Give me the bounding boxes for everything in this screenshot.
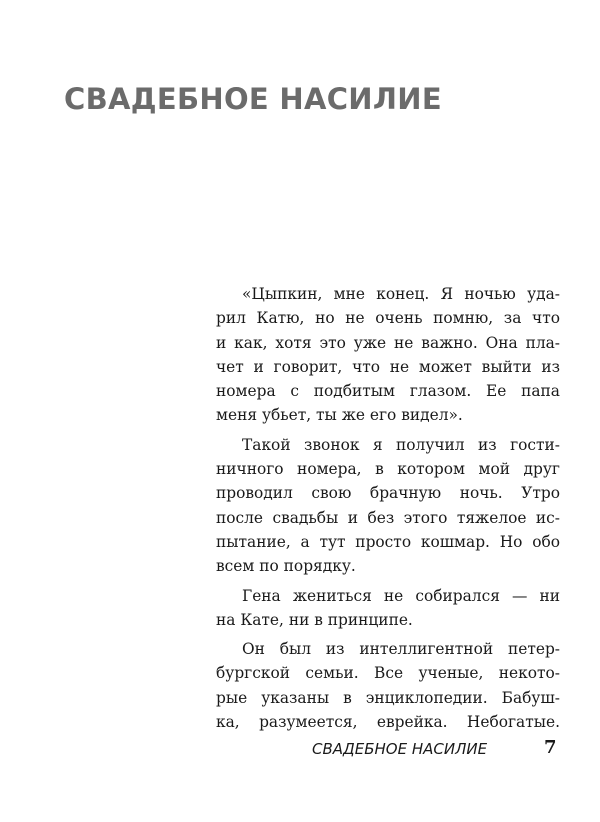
text-line: ничного номера, в котором мой друг xyxy=(216,460,560,479)
running-title: СВАДЕБНОЕ НАСИЛИЕ xyxy=(312,740,488,758)
text-line: рил Катю, но не очень помню, за что xyxy=(216,309,560,328)
text-line: бургской семьи. Все ученые, некото- xyxy=(216,664,560,683)
text-line: номера с подбитым глазом. Ее папа xyxy=(216,382,560,401)
text-line: и как, хотя это уже не важно. Она пла- xyxy=(216,333,560,352)
paragraph xyxy=(216,637,560,734)
text-line: меня убьет, ты же его видел». xyxy=(216,406,463,425)
text-line: рые указаны в энциклопедии. Бабуш- xyxy=(216,688,560,707)
text-line: Он был из интеллигентной петер- xyxy=(242,640,560,659)
text-line: Такой звонок я получил из гости- xyxy=(242,435,560,454)
chapter-title: СВАДЕБНОЕ НАСИЛИЕ xyxy=(64,82,442,116)
text-line: после свадьбы и без этого тяжелое ис- xyxy=(216,508,560,527)
text-line: «Цыпкин, мне конец. Я ночью уда- xyxy=(242,285,560,303)
text-line: всем по порядку. xyxy=(216,557,356,576)
paragraph xyxy=(216,584,560,633)
text-line: ка, разумеется, еврейка. Небогатые. xyxy=(216,713,560,732)
text-line: Гена жениться не собирался — ни xyxy=(242,586,560,605)
paragraph xyxy=(216,282,560,428)
text-line: чет и говорит, что не может выйти из xyxy=(216,357,560,376)
page-number: 7 xyxy=(544,737,557,758)
body-text xyxy=(216,282,560,734)
text-line: проводил свою брачную ночь. Утро xyxy=(216,484,560,503)
text-line: пытание, а тут просто кошмар. Но обо xyxy=(216,532,560,551)
paragraph xyxy=(216,433,560,579)
text-line: на Кате, ни в принципе. xyxy=(216,610,413,629)
